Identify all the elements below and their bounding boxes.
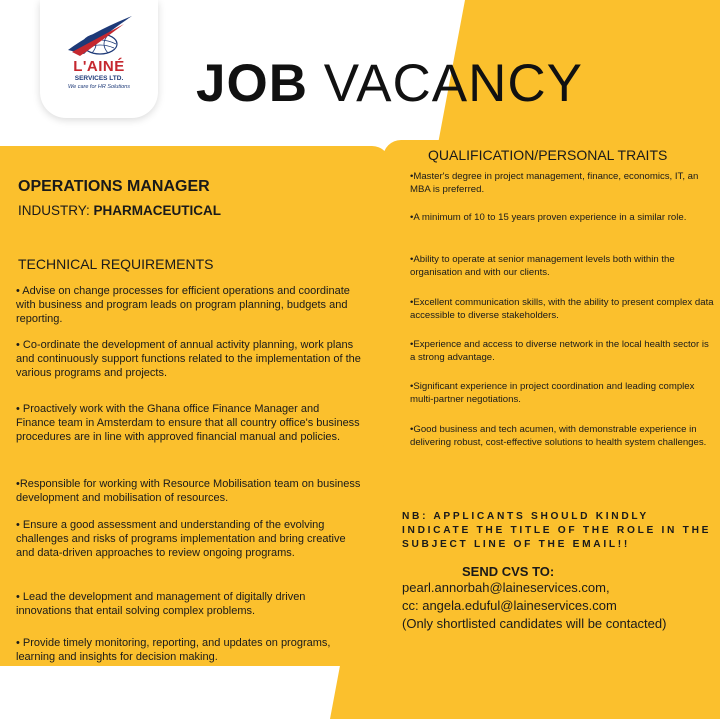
contact-email-primary[interactable]: pearl.annorbah@laineservices.com, [402,580,610,595]
tech-requirement-item: • Ensure a good assessment and understanding of the evolving challenges and risks of programs implementation and bring creative and data-driven approaches to review ongoing programs. [16,519,346,559]
tech-requirement-item: • Provide timely monitoring, reporting, and updates on programs, learning and insights for decision making. [16,637,331,663]
qualification-item: •Experience and access to diverse network in the local health sector is a strong advantage. [410,339,709,363]
application-note: NB: APPLICANTS SHOULD KINDLY INDICATE THE TITLE OF THE ROLE IN THE SUBJECT LINE OF THE EMAIL!! [402,511,712,550]
shortlist-disclaimer: (Only shortlisted candidates will be contacted) [402,616,667,631]
qualification-item: •A minimum of 10 to 15 years proven experience in a similar role. [410,212,687,223]
contact-email-cc[interactable]: cc: angela.eduful@laineservices.com [402,598,617,613]
job-title: OPERATIONS MANAGER [18,178,210,195]
globe-swoosh-logo-icon [62,14,136,58]
tech-requirement-item: • Advise on change processes for efficient operations and coordinate with business and program leads on program planning, budgets and reporting. [16,285,350,325]
title-light: VACANCY [323,54,584,113]
logo-subtitle: SERVICES LTD. [74,75,124,82]
tech-requirement-item: • Lead the development and management of digitally driven innovations that entail solving complex problems. [16,591,306,617]
title-bold: JOB [196,54,308,113]
qualifications-heading: QUALIFICATION/PERSONAL TRAITS [428,147,668,163]
send-cvs-heading: SEND CVS TO: [462,564,555,579]
logo-name: L'AINÉ [73,58,125,75]
qualification-item: •Master's degree in project management, finance, economics, IT, an MBA is preferred. [410,171,699,195]
tech-requirement-item: • Proactively work with the Ghana office Finance Manager and Finance team in Amsterdam to ensure that all country office's business procedures are in line with approved financial manual and policies. [16,403,360,443]
qualification-item: •Excellent communication skills, with the ability to present complex data accessible to diverse stakeholders. [410,297,714,321]
logo-tagline: We care for HR Solutions [68,84,130,90]
company-logo [40,0,158,118]
qualification-item: •Ability to operate at senior management levels both within the organisation and with our clients. [410,254,675,278]
industry-line [18,203,221,218]
technical-requirements-heading: TECHNICAL REQUIREMENTS [18,256,214,272]
qualification-item: •Good business and tech acumen, with demonstrable experience in delivering robust, cost-effective solutions to health system challenges. [410,424,707,448]
tech-requirement-item: •Responsible for working with Resource Mobilisation team on business development and mobilisation of resources. [16,478,361,504]
page-title [196,54,583,114]
industry-value: PHARMACEUTICAL [93,203,222,218]
tech-requirement-item: • Co-ordinate the development of annual activity planning, work plans and continuously support functions related to the implementation of the various programs and projects. [16,339,361,379]
qualification-item: •Significant experience in project coordination and leading complex multi-partner negotiations. [410,381,695,405]
industry-label: INDUSTRY: [18,203,90,218]
